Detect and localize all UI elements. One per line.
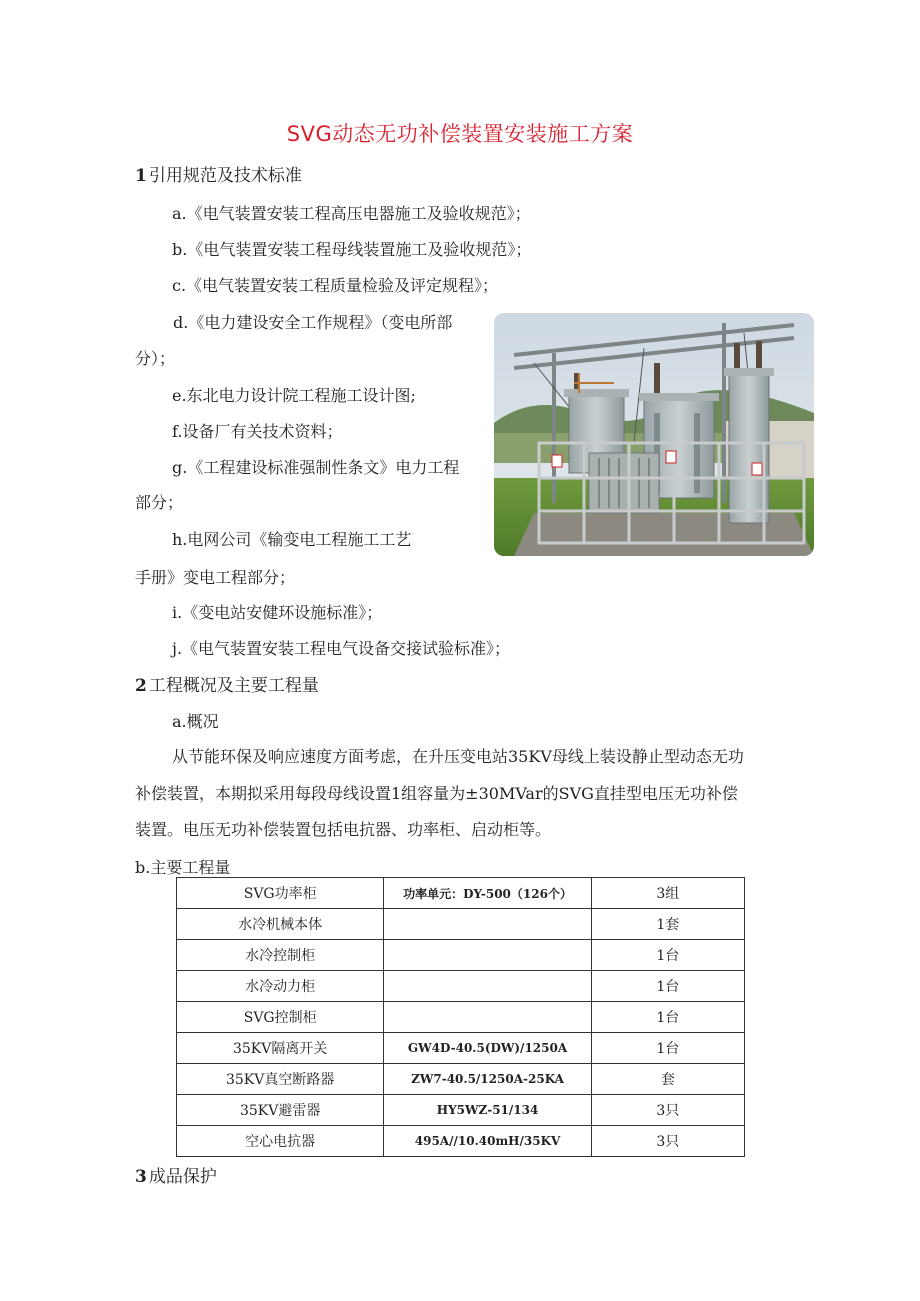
overview-paragraph-line-1: 从节能环保及响应速度方面考虑，在升压变电站35KV母线上装设静止型动态无功 — [172, 747, 744, 766]
document-title: SVG动态无功补偿装置安装施工方案 — [286, 122, 634, 146]
overview-paragraph-line-3: 装置。电压无功补偿装置包括电抗器、功率柜、启动柜等。 — [135, 820, 552, 839]
subsection-b-heading: b.主要工程量 — [135, 858, 231, 877]
model-spec-cell: HY5WZ-51/134 — [384, 1095, 591, 1126]
table-row — [177, 1126, 745, 1157]
section-3-number: 3 — [135, 1167, 147, 1187]
section-3-heading — [135, 1167, 217, 1187]
reference-item-e: e.东北电力设计院工程施工设计图; — [172, 386, 416, 405]
quantity-cell: 1台 — [591, 1002, 744, 1033]
table-row — [177, 909, 745, 940]
quantity-cell: 3只 — [591, 1126, 744, 1157]
equipment-name-cell: 35KV避雷器 — [177, 1095, 384, 1126]
equipment-name-cell: 35KV真空断路器 — [177, 1064, 384, 1095]
equipment-name-cell: SVG控制柜 — [177, 1002, 384, 1033]
reference-item-g: g.《工程建设标准强制性条文》电力工程 — [172, 458, 460, 477]
equipment-name-cell: 水冷动力柜 — [177, 971, 384, 1002]
substation-photo — [494, 313, 814, 556]
model-spec-cell — [384, 940, 591, 971]
equipment-name-cell: 水冷机械本体 — [177, 909, 384, 940]
equipment-name-cell: 空心电抗器 — [177, 1126, 384, 1157]
reference-item-d: d.《电力建设安全工作规程》（变电所部 — [173, 313, 453, 332]
table-row — [177, 1033, 745, 1064]
equipment-name-cell: 水冷控制柜 — [177, 940, 384, 971]
table-row — [177, 1095, 745, 1126]
quantity-cell: 1台 — [591, 971, 744, 1002]
table-row — [177, 1002, 745, 1033]
model-spec-cell — [384, 1002, 591, 1033]
quantity-cell: 套 — [591, 1064, 744, 1095]
quantity-cell: 1套 — [591, 909, 744, 940]
overview-paragraph-line-2: 补偿装置，本期拟采用每段母线设置1组容量为±30MVar的SVG直挂型电压无功补偿 — [135, 784, 738, 803]
reference-item-h: h.电网公司《输变电工程施工工艺 — [172, 530, 412, 549]
reference-item-g-cont: 部分； — [135, 493, 184, 512]
table-row — [177, 971, 745, 1002]
main-quantities-table — [176, 877, 745, 1157]
section-1-heading — [135, 166, 302, 186]
model-spec-cell — [384, 909, 591, 940]
quantity-cell: 3只 — [591, 1095, 744, 1126]
reference-item-d-cont: 分）； — [135, 349, 176, 368]
subsection-a-heading: a.概况 — [172, 712, 219, 731]
reference-item-a: a.《电气装置安装工程高压电器施工及验收规范》； — [172, 204, 531, 223]
section-2-heading — [135, 676, 319, 696]
equipment-name-cell: 35KV隔离开关 — [177, 1033, 384, 1064]
reference-item-c: c.《电气装置安装工程质量检验及评定规程》； — [172, 276, 499, 295]
model-spec-cell: 功率单元：DY-500（126个） — [384, 878, 591, 909]
model-spec-cell: GW4D-40.5(DW)/1250A — [384, 1033, 591, 1064]
table-row — [177, 1064, 745, 1095]
reference-item-h-cont: 手册》变电工程部分； — [135, 568, 296, 587]
section-2-title: 工程概况及主要工程量 — [148, 676, 319, 696]
reference-item-j: j.《电气装置安装工程电气设备交接试验标准》； — [172, 639, 511, 658]
quantity-cell: 3组 — [591, 878, 744, 909]
reference-item-b: b.《电气装置安装工程母线装置施工及验收规范》； — [172, 240, 532, 259]
quantity-cell: 1台 — [591, 940, 744, 971]
reference-item-i: i.《变电站安健环设施标准》； — [172, 603, 383, 622]
model-spec-cell: 495A//10.40mH/35KV — [384, 1126, 591, 1157]
table-row — [177, 878, 745, 909]
reference-item-f: f.设备厂有关技术资料； — [172, 422, 343, 441]
substation-equipment-illustration — [494, 313, 814, 556]
table-row — [177, 940, 745, 971]
equipment-name-cell: SVG功率柜 — [177, 878, 384, 909]
section-1-title: 引用规范及技术标准 — [148, 166, 302, 186]
model-spec-cell — [384, 971, 591, 1002]
section-3-title: 成品保护 — [148, 1167, 217, 1187]
model-spec-cell: ZW7-40.5/1250A-25KA — [384, 1064, 591, 1095]
quantity-cell: 1台 — [591, 1033, 744, 1064]
section-2-number: 2 — [135, 676, 147, 696]
section-1-number: 1 — [135, 166, 147, 186]
